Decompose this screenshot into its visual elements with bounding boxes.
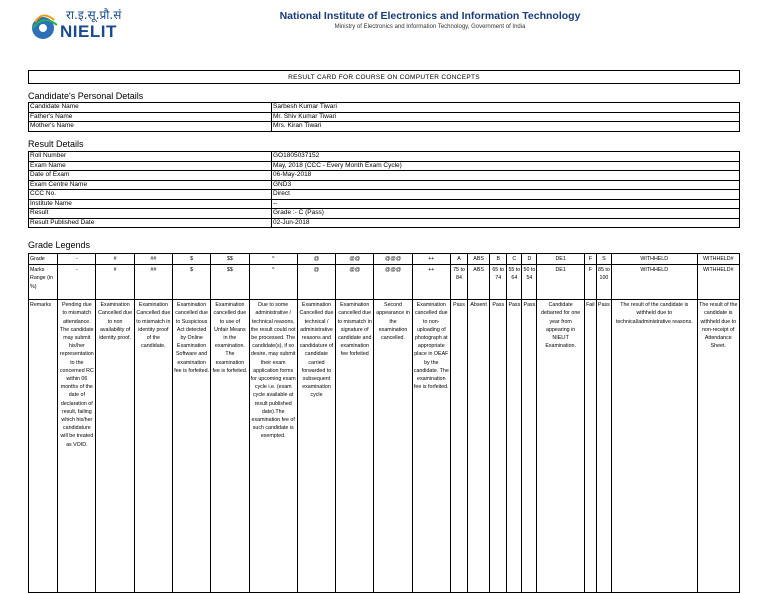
value-cell: 02-Jun-2018 bbox=[272, 218, 740, 228]
label-cell: Exam Name bbox=[29, 161, 272, 171]
result-card-banner: RESULT CARD FOR COURSE ON COMPUTER CONCEPTS bbox=[28, 70, 740, 84]
table-row bbox=[29, 122, 740, 132]
grade-cell: ABS bbox=[468, 254, 490, 265]
table-row bbox=[29, 190, 740, 200]
value-cell: Grade :- C (Pass) bbox=[272, 209, 740, 219]
grade-cell: ## bbox=[134, 254, 172, 265]
grade-cell: @ bbox=[297, 254, 335, 265]
grade-cell: ^ bbox=[249, 254, 297, 265]
label-cell: Father's Name bbox=[29, 112, 272, 122]
table-row bbox=[29, 152, 740, 162]
remark-cell: Examination Cancelled due to non availability of identity proof. bbox=[96, 300, 134, 593]
value-cell: Direct bbox=[272, 190, 740, 200]
marks-range-header-cell: Marks Range (in %) bbox=[29, 265, 58, 300]
table-row bbox=[29, 171, 740, 181]
grade-cell: @@ bbox=[336, 254, 374, 265]
value-cell: GO1805037152 bbox=[272, 152, 740, 162]
value-cell: 06-May-2018 bbox=[272, 171, 740, 181]
grade-cell: F bbox=[584, 254, 596, 265]
value-cell: -- bbox=[272, 199, 740, 209]
label-cell: CCC No. bbox=[29, 190, 272, 200]
grade-cell: - bbox=[58, 254, 96, 265]
remark-cell: Candidate debarred for one year from appearing in NIELIT Examination. bbox=[537, 300, 584, 593]
grade-cell: WITHHELD# bbox=[697, 254, 739, 265]
remark-cell: Second appearance in the examination cancelled. bbox=[374, 300, 412, 593]
remark-cell: The result of the candidate is withheld due to technical/administrative reasons. bbox=[611, 300, 697, 593]
table-row bbox=[29, 180, 740, 190]
result-details-table bbox=[28, 151, 740, 228]
value-cell: Sarbesh Kumar Tiwari bbox=[272, 103, 740, 113]
remark-cell: Pass bbox=[490, 300, 507, 593]
value-cell: May, 2018 (CCC - Every Month Exam Cycle) bbox=[272, 161, 740, 171]
marks-range-cell: DE1 bbox=[537, 265, 584, 300]
remark-cell: Pass bbox=[522, 300, 537, 593]
label-cell: Institute Name bbox=[29, 199, 272, 209]
ministry-subtitle: Ministry of Electronics and Information Technology, Government of India bbox=[334, 24, 526, 30]
marks-range-cell: $$ bbox=[211, 265, 249, 300]
logo-wordmark: NIELIT bbox=[60, 22, 117, 41]
marks-range-cell: 75 to 84 bbox=[450, 265, 467, 300]
table-row bbox=[29, 161, 740, 171]
value-cell: Mrs. Kiran Tiwari bbox=[272, 122, 740, 132]
grade-cell: WITHHELD bbox=[611, 254, 697, 265]
label-cell: Candidate Name bbox=[29, 103, 272, 113]
marks-range-cell: - bbox=[58, 265, 96, 300]
grade-cell: # bbox=[96, 254, 134, 265]
grade-legends-heading: Grade Legends bbox=[28, 240, 91, 250]
marks-range-cell: WITHHELD bbox=[611, 265, 697, 300]
marks-range-cell: WITHHELD# bbox=[697, 265, 739, 300]
grade-cell: B bbox=[490, 254, 507, 265]
remark-cell: Pass bbox=[596, 300, 611, 593]
remark-cell: Examination cancelled due to mismatch in signature of candidate and examination fee forfeited bbox=[336, 300, 374, 593]
marks-range-cell: @ bbox=[297, 265, 335, 300]
remark-cell: Pass bbox=[507, 300, 522, 593]
table-row bbox=[29, 103, 740, 113]
nielit-emblem-icon bbox=[30, 8, 60, 44]
value-cell: Mr. Shiv Kumar Tiwari bbox=[272, 112, 740, 122]
grade-header-cell: Grade bbox=[29, 254, 58, 265]
marks-range-cell: 85 to 100 bbox=[596, 265, 611, 300]
grade-cell: @@@ bbox=[374, 254, 412, 265]
remarks-row bbox=[29, 300, 740, 593]
remark-cell: Absent bbox=[468, 300, 490, 593]
label-cell: Date of Exam bbox=[29, 171, 272, 181]
personal-details-heading: Candidate's Personal Details bbox=[28, 91, 144, 101]
marks-range-cell: 55 to 64 bbox=[507, 265, 522, 300]
remark-cell: Fail bbox=[584, 300, 596, 593]
institute-title: National Institute of Electronics and Information Technology bbox=[279, 10, 581, 22]
remark-cell: Examination Cancelled due technical / administrative reasons and candidature of candidate carried forwarded to subsequent examination cycle bbox=[297, 300, 335, 593]
marks-range-cell: ABS bbox=[468, 265, 490, 300]
remark-cell: Examination Cancelled due to mismatch in identity proof of the candidate. bbox=[134, 300, 172, 593]
grade-cell: $ bbox=[173, 254, 211, 265]
table-row bbox=[29, 199, 740, 209]
marks-range-cell: @@ bbox=[336, 265, 374, 300]
grade-cell: DE1 bbox=[537, 254, 584, 265]
remark-header-cell: Remarks bbox=[29, 300, 58, 593]
nielit-logo bbox=[30, 6, 125, 46]
marks-range-cell: ^ bbox=[249, 265, 297, 300]
label-cell: Roll Number bbox=[29, 152, 272, 162]
label-cell: Exam Centre Name bbox=[29, 180, 272, 190]
marks-range-cell: 65 to 74 bbox=[490, 265, 507, 300]
result-details-heading: Result Details bbox=[28, 139, 84, 149]
remark-cell: Examination cancelled due to use of Unfair Means in the examination. The examination fee is forfeited. bbox=[211, 300, 249, 593]
logo-hindi-text: रा.इ.सू.प्रौ.सं bbox=[66, 8, 122, 22]
label-cell: Result Published Date bbox=[29, 218, 272, 228]
marks-range-cell: 50 to 54 bbox=[522, 265, 537, 300]
grade-cell: S bbox=[596, 254, 611, 265]
remark-cell: Examination cancelled due to non-uploading of photograph at appropriate place in OEAF by the candidate. The examination fee is forfeited. bbox=[412, 300, 450, 593]
grade-legends-table bbox=[28, 253, 740, 593]
personal-details-table bbox=[28, 102, 740, 132]
marks-range-cell: $ bbox=[173, 265, 211, 300]
remark-cell: Pending due to mismatch attendance. The candidate may submit his/her representation to the concerned RC within 06 months of the date of declaration of result, failing which his/her candidature will be treated as VOID. bbox=[58, 300, 96, 593]
grade-cell: $$ bbox=[211, 254, 249, 265]
table-row bbox=[29, 209, 740, 219]
marks-range-cell: # bbox=[96, 265, 134, 300]
label-cell: Mother's Name bbox=[29, 122, 272, 132]
grade-cell: A bbox=[450, 254, 467, 265]
marks-range-cell: @@@ bbox=[374, 265, 412, 300]
remark-cell: The result of the candidate is withheld due to non-receipt of Attendance Sheet. bbox=[697, 300, 739, 593]
table-row bbox=[29, 112, 740, 122]
marks-range-cell: F bbox=[584, 265, 596, 300]
label-cell: Result bbox=[29, 209, 272, 219]
remark-cell: Pass bbox=[450, 300, 467, 593]
marks-range-cell: ## bbox=[134, 265, 172, 300]
marks-range-row bbox=[29, 265, 740, 300]
grade-cell: C bbox=[507, 254, 522, 265]
grade-row bbox=[29, 254, 740, 265]
value-cell: GND3 bbox=[272, 180, 740, 190]
table-row bbox=[29, 218, 740, 228]
remark-cell: Examination cancelled due to Suspicious Act detected by Online Examination Software and examination fee is forfeited. bbox=[173, 300, 211, 593]
remark-cell: Due to some administrative / technical reasons, the result could not be processed. The candidate(s), if so desire, may submit their exam application forms for upcoming exam cycle i.e. (exam cycle available at result published date).The examination fee of such candidate is exempted. bbox=[249, 300, 297, 593]
grade-cell: ++ bbox=[412, 254, 450, 265]
marks-range-cell: ++ bbox=[412, 265, 450, 300]
grade-cell: D bbox=[522, 254, 537, 265]
